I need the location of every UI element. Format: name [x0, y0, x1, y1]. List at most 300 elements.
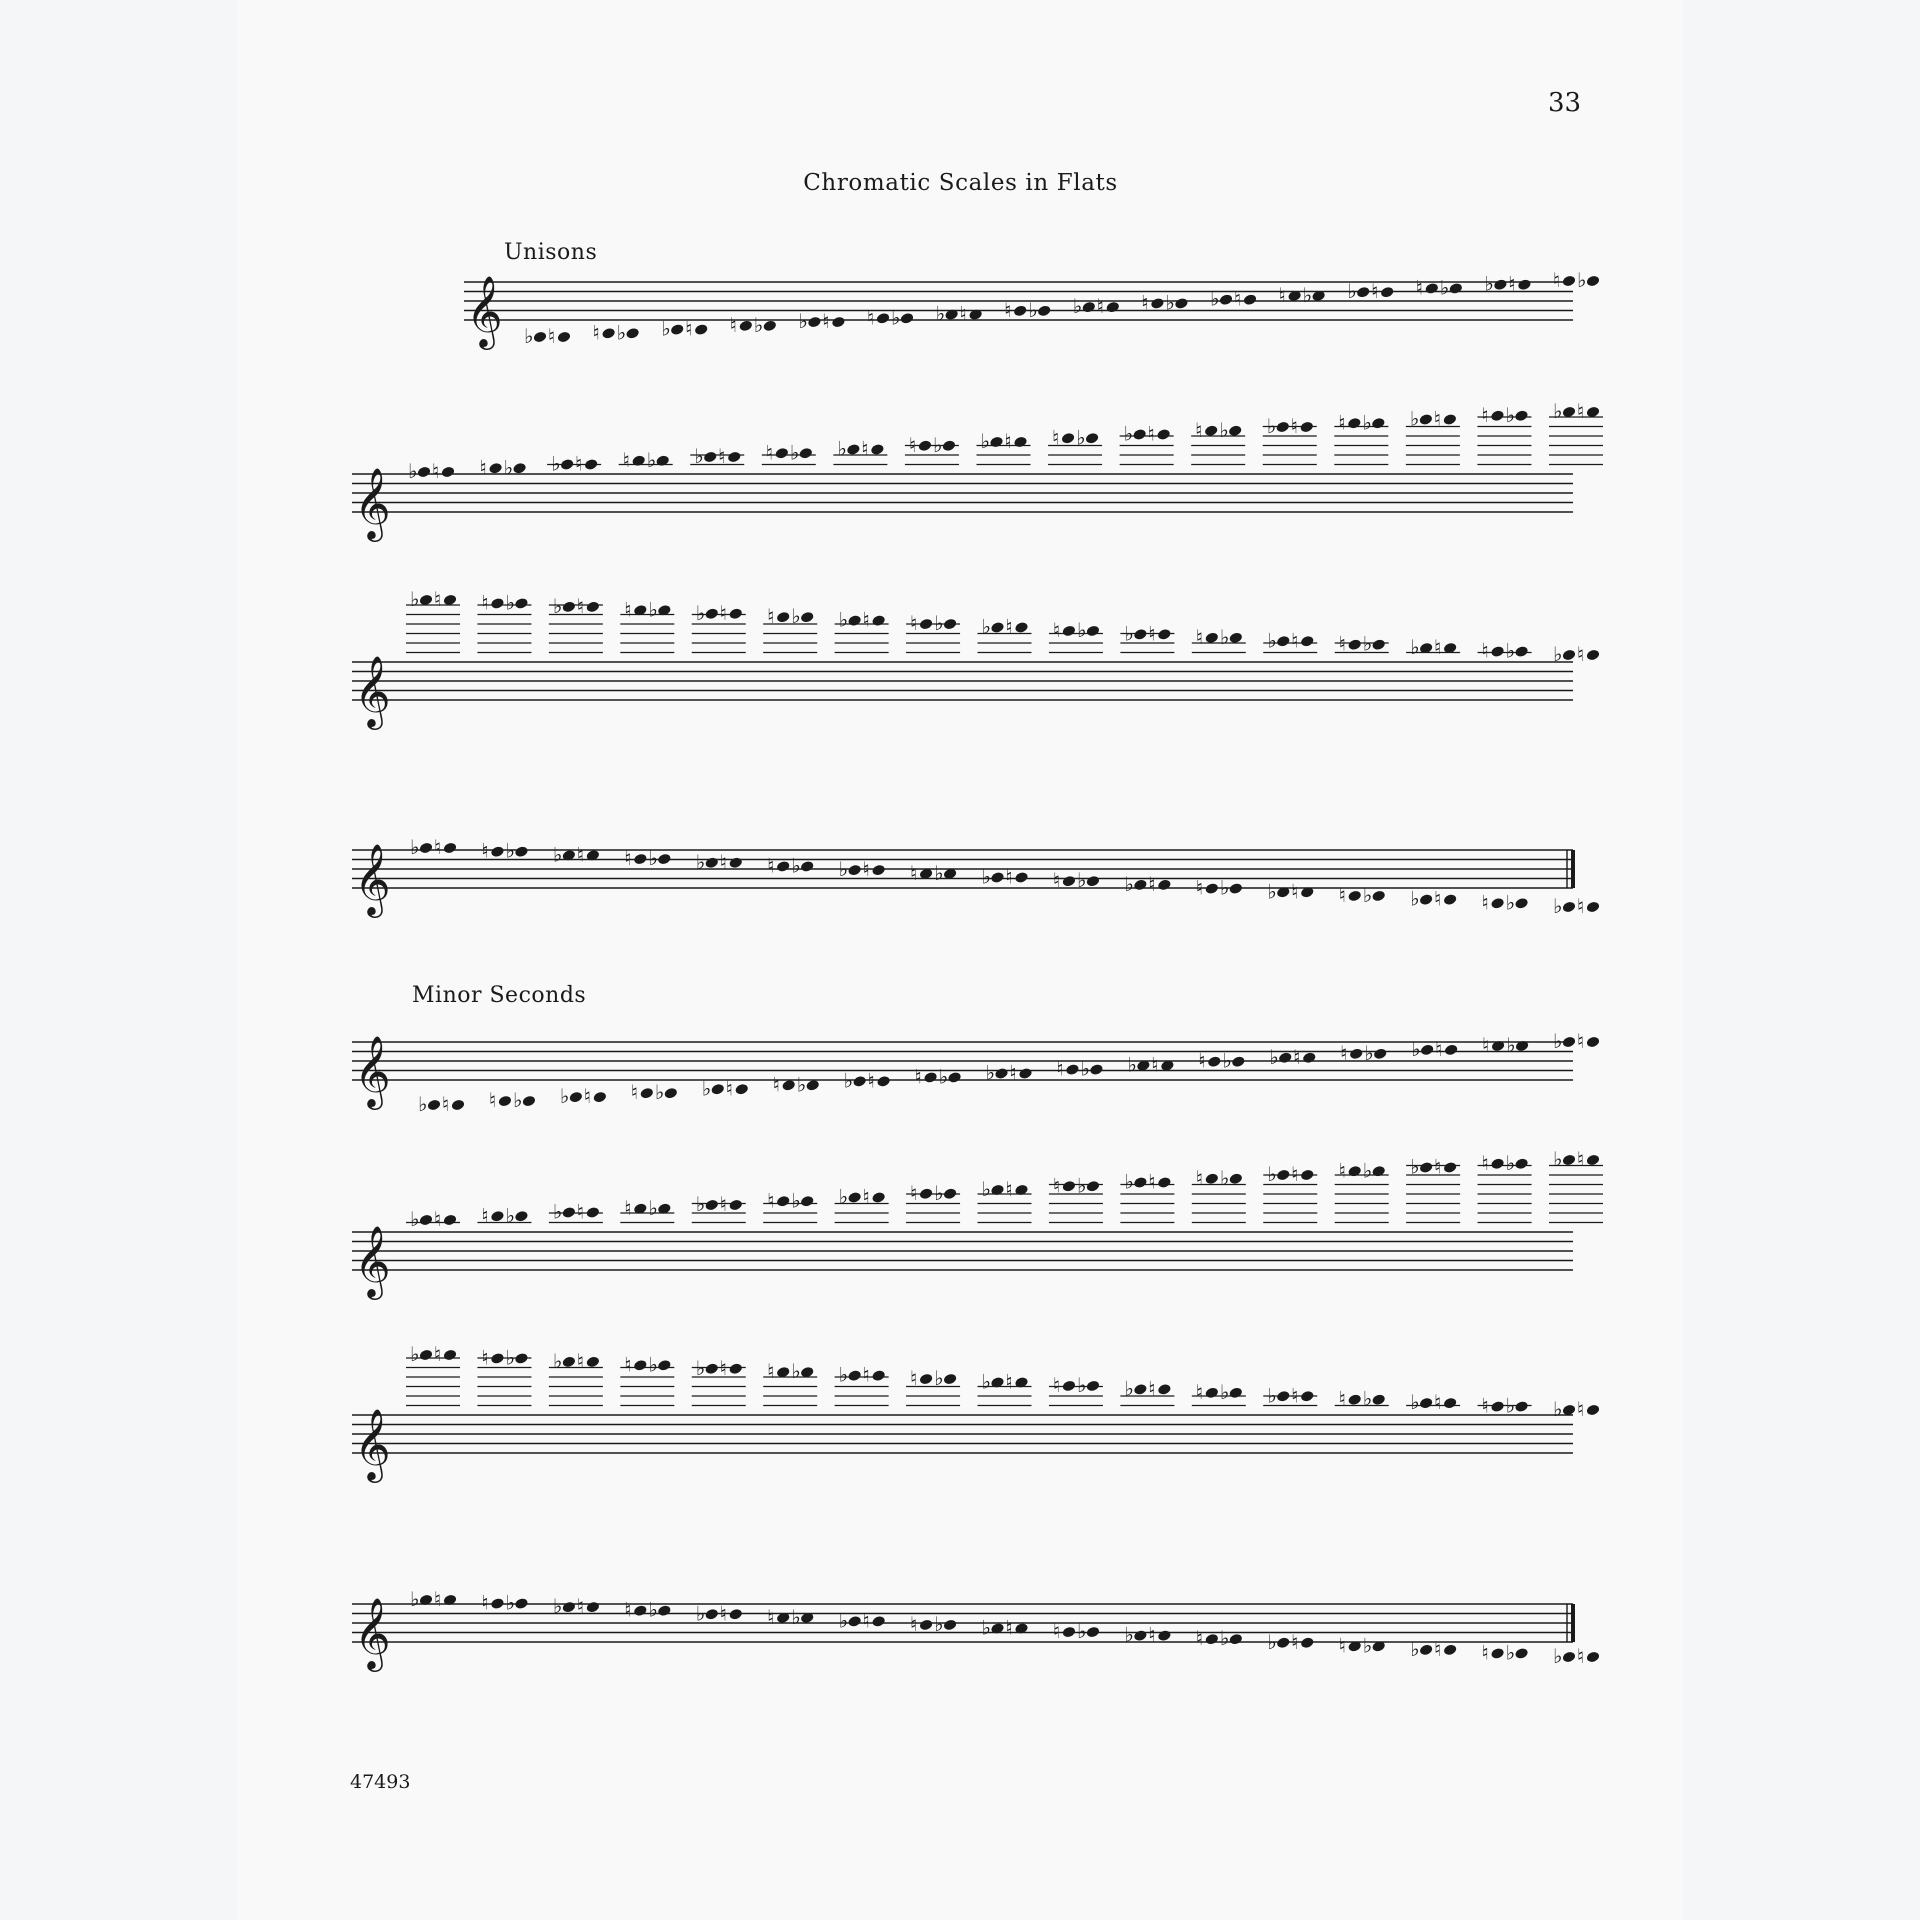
- note-head: [727, 451, 742, 464]
- note-head: [1300, 1169, 1315, 1182]
- natural-sign: ♮: [592, 320, 600, 345]
- note-head: [1133, 1176, 1148, 1189]
- note-pair: [1263, 1162, 1317, 1223]
- note-head: [1089, 1063, 1104, 1076]
- flat-sign: ♭: [981, 1177, 991, 1201]
- note-head: [800, 1195, 815, 1208]
- natural-sign: ♮: [434, 1342, 442, 1366]
- note-pair: [982, 1616, 1029, 1640]
- flat-sign: ♭: [796, 1072, 807, 1097]
- flat-sign: ♭: [505, 1203, 515, 1228]
- natural-sign: ♮: [1481, 402, 1489, 427]
- note-pair: [620, 1352, 674, 1405]
- note-head: [1086, 875, 1101, 888]
- natural-sign: ♮: [1481, 890, 1489, 915]
- natural-sign: ♮: [1148, 1622, 1156, 1647]
- note-pair: [1279, 283, 1326, 307]
- flat-sign: ♭: [1505, 890, 1515, 915]
- note-pair: [692, 1356, 746, 1406]
- note-pair: [560, 1084, 607, 1108]
- flat-sign: ♭: [1127, 1052, 1137, 1077]
- note-head: [585, 1601, 600, 1614]
- note-pair: [1267, 879, 1314, 903]
- note-head: [703, 451, 718, 464]
- note-pair: [798, 309, 845, 333]
- flat-sign: ♭: [512, 1088, 523, 1113]
- staff-system: [352, 1342, 1600, 1483]
- note-head: [514, 597, 529, 610]
- note-head: [1517, 278, 1532, 291]
- note-head: [728, 1362, 743, 1375]
- note-head: [1347, 889, 1362, 902]
- note-pair: [1263, 1383, 1317, 1407]
- flat-sign: ♭: [791, 853, 801, 878]
- note-head: [1371, 638, 1386, 651]
- natural-sign: ♮: [1195, 875, 1203, 900]
- flat-sign: ♭: [1362, 882, 1373, 907]
- natural-sign: ♮: [1151, 1052, 1159, 1077]
- note-pair: [978, 615, 1032, 653]
- note-head: [1174, 297, 1189, 310]
- note-pair: [762, 440, 816, 464]
- note-head: [561, 1355, 576, 1368]
- flat-sign: ♭: [1362, 1386, 1373, 1411]
- flat-sign: ♭: [1553, 642, 1563, 666]
- natural-sign: ♮: [1052, 425, 1060, 450]
- note-head: [871, 1191, 886, 1204]
- note-pair: [1478, 639, 1532, 663]
- natural-sign: ♮: [576, 1594, 585, 1619]
- note-head: [1276, 635, 1291, 648]
- flat-sign: ♭: [552, 593, 563, 618]
- note-pair: [1482, 1033, 1529, 1057]
- note-pair: [936, 302, 983, 326]
- note-pair: [593, 320, 640, 344]
- treble-clef: 𝄞: [354, 1034, 391, 1107]
- flat-sign: ♭: [934, 1180, 944, 1205]
- natural-sign: ♮: [914, 1064, 922, 1089]
- note-pair: [410, 835, 457, 859]
- note-pair: [1347, 279, 1394, 303]
- natural-sign: ♮: [1198, 1048, 1206, 1073]
- note-pair: [1478, 1394, 1532, 1418]
- note-head: [807, 316, 822, 329]
- flat-sign: ♭: [1410, 1636, 1420, 1661]
- note-pair: [915, 1064, 962, 1088]
- flat-sign: ♭: [648, 597, 658, 622]
- note-head: [1085, 432, 1100, 445]
- natural-sign: ♮: [481, 838, 489, 863]
- note-pair: [1192, 625, 1246, 653]
- note-pair: [524, 324, 571, 348]
- natural-sign: ♮: [862, 1608, 870, 1633]
- flat-sign: ♭: [695, 1601, 706, 1626]
- natural-sign: ♮: [1005, 1369, 1013, 1394]
- note-head: [625, 327, 640, 340]
- flat-sign: ♭: [985, 1060, 995, 1085]
- note-head: [1490, 897, 1505, 910]
- note-head: [1204, 1172, 1219, 1185]
- natural-sign: ♮: [719, 1355, 727, 1380]
- note-head: [1133, 628, 1148, 641]
- natural-sign: ♮: [1415, 275, 1423, 300]
- note-head: [776, 611, 791, 624]
- note-pair: [1120, 1376, 1174, 1405]
- note-head: [1371, 417, 1386, 430]
- treble-clef: 𝄞: [354, 842, 391, 915]
- staff-system: [352, 835, 1600, 918]
- note-head: [943, 618, 958, 631]
- flat-sign: ♭: [1124, 1376, 1134, 1401]
- note-head: [1380, 286, 1395, 299]
- flat-sign: ♭: [1505, 1150, 1515, 1175]
- note-pair: [835, 608, 889, 653]
- note-pair: [1406, 1155, 1460, 1223]
- note-head: [1086, 1379, 1101, 1392]
- note-head: [734, 1083, 749, 1096]
- note-head: [512, 462, 527, 475]
- flat-sign: ♭: [1124, 1622, 1134, 1647]
- flat-sign: ♭: [695, 1355, 706, 1380]
- note-head: [1371, 889, 1386, 902]
- note-head: [1302, 1051, 1317, 1064]
- note-pair: [553, 842, 600, 866]
- natural-sign: ♮: [1004, 297, 1012, 322]
- note-pair: [620, 1196, 674, 1223]
- note-head: [533, 331, 548, 344]
- note-head: [1062, 875, 1077, 888]
- note-head: [441, 466, 456, 479]
- note-head: [1490, 1647, 1505, 1660]
- flat-sign: ♭: [798, 309, 808, 334]
- note-pair: [1056, 1057, 1103, 1081]
- natural-sign: ♮: [1291, 1383, 1299, 1408]
- page-number: 33: [1548, 88, 1582, 118]
- note-head: [728, 607, 743, 620]
- note-pair: [1073, 294, 1120, 318]
- natural-sign: ♮: [630, 1080, 638, 1105]
- note-head: [514, 845, 529, 858]
- note-head: [557, 331, 572, 344]
- note-pair: [408, 459, 455, 483]
- flat-sign: ♭: [935, 301, 946, 326]
- note-head: [1586, 1651, 1601, 1664]
- note-head: [451, 1099, 466, 1112]
- note-head: [561, 1206, 576, 1219]
- note-head: [601, 327, 616, 340]
- note-pair: [839, 1608, 886, 1632]
- note-head: [417, 466, 432, 479]
- note-pair: [1267, 1630, 1314, 1654]
- flat-sign: ♭: [552, 1594, 563, 1619]
- flat-sign: ♭: [1505, 638, 1515, 663]
- note-pair: [982, 865, 1029, 889]
- natural-sign: ♮: [910, 1180, 918, 1205]
- natural-sign: ♮: [481, 1345, 489, 1370]
- natural-sign: ♮: [1293, 1044, 1301, 1069]
- flat-sign: ♭: [791, 1359, 801, 1384]
- note-pair: [624, 1598, 671, 1622]
- note-head: [443, 1349, 458, 1362]
- flat-sign: ♭: [1505, 402, 1515, 427]
- note-head: [1133, 1383, 1148, 1396]
- natural-sign: ♮: [1338, 631, 1346, 656]
- note-head: [1228, 1633, 1243, 1646]
- note-pair: [549, 1200, 603, 1224]
- note-head: [923, 1071, 938, 1084]
- note-pair: [481, 1591, 528, 1615]
- natural-sign: ♮: [862, 607, 870, 632]
- natural-sign: ♮: [719, 600, 727, 625]
- note-head: [805, 1079, 820, 1092]
- note-head: [1276, 1390, 1291, 1403]
- note-head: [1014, 871, 1029, 884]
- note-head: [1133, 1629, 1148, 1642]
- natural-sign: ♮: [583, 1084, 592, 1109]
- note-pair: [1406, 1390, 1460, 1414]
- flat-sign: ♭: [410, 1587, 420, 1611]
- note-head: [1349, 1047, 1364, 1060]
- note-pair: [1335, 1387, 1389, 1411]
- flat-sign: ♭: [1577, 268, 1587, 292]
- note-head: [1204, 1386, 1219, 1399]
- flat-sign: ♭: [1219, 1626, 1230, 1651]
- note-head: [633, 1604, 648, 1617]
- natural-sign: ♮: [481, 1203, 489, 1228]
- natural-sign: ♮: [767, 853, 775, 878]
- note-head: [1562, 1651, 1577, 1664]
- note-pair: [1549, 1147, 1603, 1223]
- note-head: [1065, 1063, 1080, 1076]
- flat-sign: ♭: [934, 611, 944, 636]
- flat-sign: ♭: [1123, 421, 1134, 446]
- note-pair: [906, 1366, 960, 1405]
- note-head: [1586, 1154, 1601, 1167]
- natural-sign: ♮: [861, 436, 869, 461]
- note-head: [1278, 1051, 1293, 1064]
- note-head: [900, 312, 915, 325]
- natural-sign: ♮: [867, 1068, 875, 1093]
- note-head: [1442, 413, 1457, 426]
- flat-sign: ♭: [1362, 1633, 1373, 1658]
- note-head: [561, 1601, 576, 1614]
- note-head: [1299, 421, 1314, 434]
- natural-sign: ♮: [434, 587, 442, 611]
- flat-sign: ♭: [981, 1615, 991, 1640]
- natural-sign: ♮: [575, 451, 583, 476]
- note-head: [990, 621, 1005, 634]
- note-head: [1276, 1169, 1291, 1182]
- note-pair: [1335, 1158, 1389, 1222]
- note-head: [1514, 409, 1529, 422]
- note-head: [1086, 1626, 1101, 1639]
- natural-sign: ♮: [624, 1195, 632, 1220]
- natural-sign: ♮: [1508, 271, 1516, 296]
- note-head: [1061, 432, 1076, 445]
- note-head: [1157, 628, 1172, 641]
- plate-number: 47493: [350, 1771, 411, 1793]
- natural-sign: ♮: [1577, 1147, 1585, 1171]
- natural-sign: ♮: [867, 305, 875, 330]
- natural-sign: ♮: [479, 455, 487, 480]
- flat-sign: ♭: [1347, 279, 1357, 304]
- natural-sign: ♮: [1148, 1169, 1156, 1194]
- treble-clef: 𝄞: [354, 1407, 391, 1480]
- note-head: [847, 1191, 862, 1204]
- natural-sign: ♮: [1481, 638, 1489, 663]
- note-pair: [631, 1080, 678, 1104]
- flat-sign: ♭: [1410, 635, 1420, 660]
- natural-sign: ♮: [1434, 635, 1442, 660]
- flat-sign: ♭: [1553, 1029, 1563, 1053]
- note-head: [947, 1071, 962, 1084]
- natural-sign: ♮: [1141, 290, 1149, 315]
- flat-sign: ♭: [551, 451, 561, 476]
- note-head: [1204, 631, 1219, 644]
- note-pair: [1339, 1633, 1386, 1657]
- note-pair: [1406, 407, 1460, 465]
- note-head: [800, 860, 815, 873]
- staff-system: [352, 1147, 1603, 1300]
- note-head: [522, 1095, 537, 1108]
- note-pair: [692, 1192, 746, 1223]
- note-head: [847, 864, 862, 877]
- natural-sign: ♮: [576, 593, 585, 618]
- note-head: [655, 454, 670, 467]
- note-pair: [547, 452, 601, 476]
- note-head: [633, 1359, 648, 1372]
- flat-sign: ♭: [1219, 624, 1230, 649]
- note-head: [1586, 1404, 1601, 1417]
- natural-sign: ♮: [1338, 882, 1346, 907]
- note-head: [592, 1091, 607, 1104]
- flat-sign: ♭: [1124, 1169, 1134, 1194]
- note-head: [990, 871, 1005, 884]
- note-pair: [477, 1345, 531, 1405]
- note-head: [846, 443, 861, 456]
- note-pair: [1192, 1380, 1246, 1406]
- note-head: [919, 1618, 934, 1631]
- note-pair: [1553, 1644, 1600, 1668]
- note-pair: [1120, 422, 1174, 465]
- note-head: [1490, 1157, 1505, 1170]
- note-head: [1062, 1180, 1077, 1193]
- note-pair: [1263, 628, 1317, 652]
- note-head: [704, 856, 719, 869]
- note-head: [871, 614, 886, 627]
- note-pair: [1553, 1397, 1600, 1421]
- flat-sign: ♭: [1219, 1379, 1230, 1404]
- note-head: [1493, 278, 1508, 291]
- note-head: [762, 319, 777, 332]
- natural-sign: ♮: [1482, 1032, 1490, 1057]
- note-head: [419, 1214, 434, 1227]
- note-head: [1276, 1636, 1291, 1649]
- note-head: [1157, 1629, 1172, 1642]
- note-pair: [1553, 894, 1600, 918]
- note-head: [1300, 1636, 1315, 1649]
- note-pair: [406, 587, 460, 653]
- note-head: [1228, 631, 1243, 644]
- flat-sign: ♭: [838, 607, 849, 632]
- natural-sign: ♮: [1148, 871, 1156, 896]
- flat-sign: ♭: [1484, 271, 1494, 296]
- note-head: [1424, 282, 1439, 295]
- note-head: [1371, 1165, 1386, 1178]
- note-head: [490, 1597, 505, 1610]
- natural-sign: ♮: [1195, 1626, 1203, 1651]
- note-head: [800, 611, 815, 624]
- sheet-music-page: [238, 0, 1683, 1920]
- note-head: [871, 864, 886, 877]
- flat-sign: ♭: [981, 1369, 991, 1394]
- note-head: [871, 1615, 886, 1628]
- natural-sign: ♮: [1052, 868, 1061, 893]
- note-head: [1562, 649, 1577, 662]
- natural-sign: ♮: [908, 432, 917, 457]
- note-pair: [1553, 268, 1600, 292]
- natural-sign: ♮: [434, 1207, 442, 1231]
- flat-sign: ♭: [552, 1348, 563, 1373]
- flat-sign: ♭: [1072, 294, 1083, 319]
- note-head: [419, 1349, 434, 1362]
- flat-sign: ♭: [648, 1352, 658, 1377]
- natural-sign: ♮: [1290, 414, 1298, 438]
- flat-sign: ♭: [981, 864, 991, 889]
- note-head: [639, 1087, 654, 1100]
- flat-sign: ♭: [654, 1080, 665, 1105]
- note-pair: [1410, 887, 1457, 911]
- flat-sign: ♭: [505, 1345, 515, 1370]
- natural-sign: ♮: [624, 846, 632, 871]
- note-head: [443, 1214, 458, 1227]
- note-head: [670, 323, 685, 336]
- natural-sign: ♮: [1338, 1386, 1346, 1411]
- note-head: [776, 860, 791, 873]
- note-pair: [696, 850, 743, 874]
- note-head: [584, 458, 599, 471]
- note-pair: [1196, 1626, 1243, 1650]
- note-head: [847, 1615, 862, 1628]
- flat-sign: ♭: [1267, 1162, 1277, 1186]
- natural-sign: ♮: [1005, 1177, 1013, 1201]
- note-head: [1157, 1176, 1172, 1189]
- note-pair: [1477, 403, 1531, 465]
- flat-sign: ♭: [938, 1064, 948, 1089]
- note-pair: [696, 1601, 743, 1625]
- note-pair: [1048, 425, 1102, 464]
- flat-sign: ♭: [1410, 886, 1420, 911]
- flat-sign: ♭: [1210, 286, 1220, 311]
- note-pair: [690, 444, 744, 468]
- natural-sign: ♮: [1481, 1640, 1489, 1665]
- natural-sign: ♮: [624, 1352, 632, 1377]
- note-head: [490, 845, 505, 858]
- natural-sign: ♮: [576, 1199, 585, 1224]
- note-head: [989, 436, 1004, 449]
- flat-sign: ♭: [695, 600, 706, 625]
- note-head: [876, 1075, 891, 1088]
- natural-sign: ♮: [910, 611, 918, 636]
- note-head: [1562, 1154, 1577, 1167]
- note-head: [568, 1091, 583, 1104]
- staff-system: [464, 268, 1600, 350]
- note-head: [1156, 428, 1171, 441]
- natural-sign: ♮: [1577, 399, 1585, 423]
- flat-sign: ♭: [1219, 1165, 1230, 1190]
- note-pair: [1410, 1637, 1457, 1661]
- natural-sign: ♮: [862, 1362, 870, 1387]
